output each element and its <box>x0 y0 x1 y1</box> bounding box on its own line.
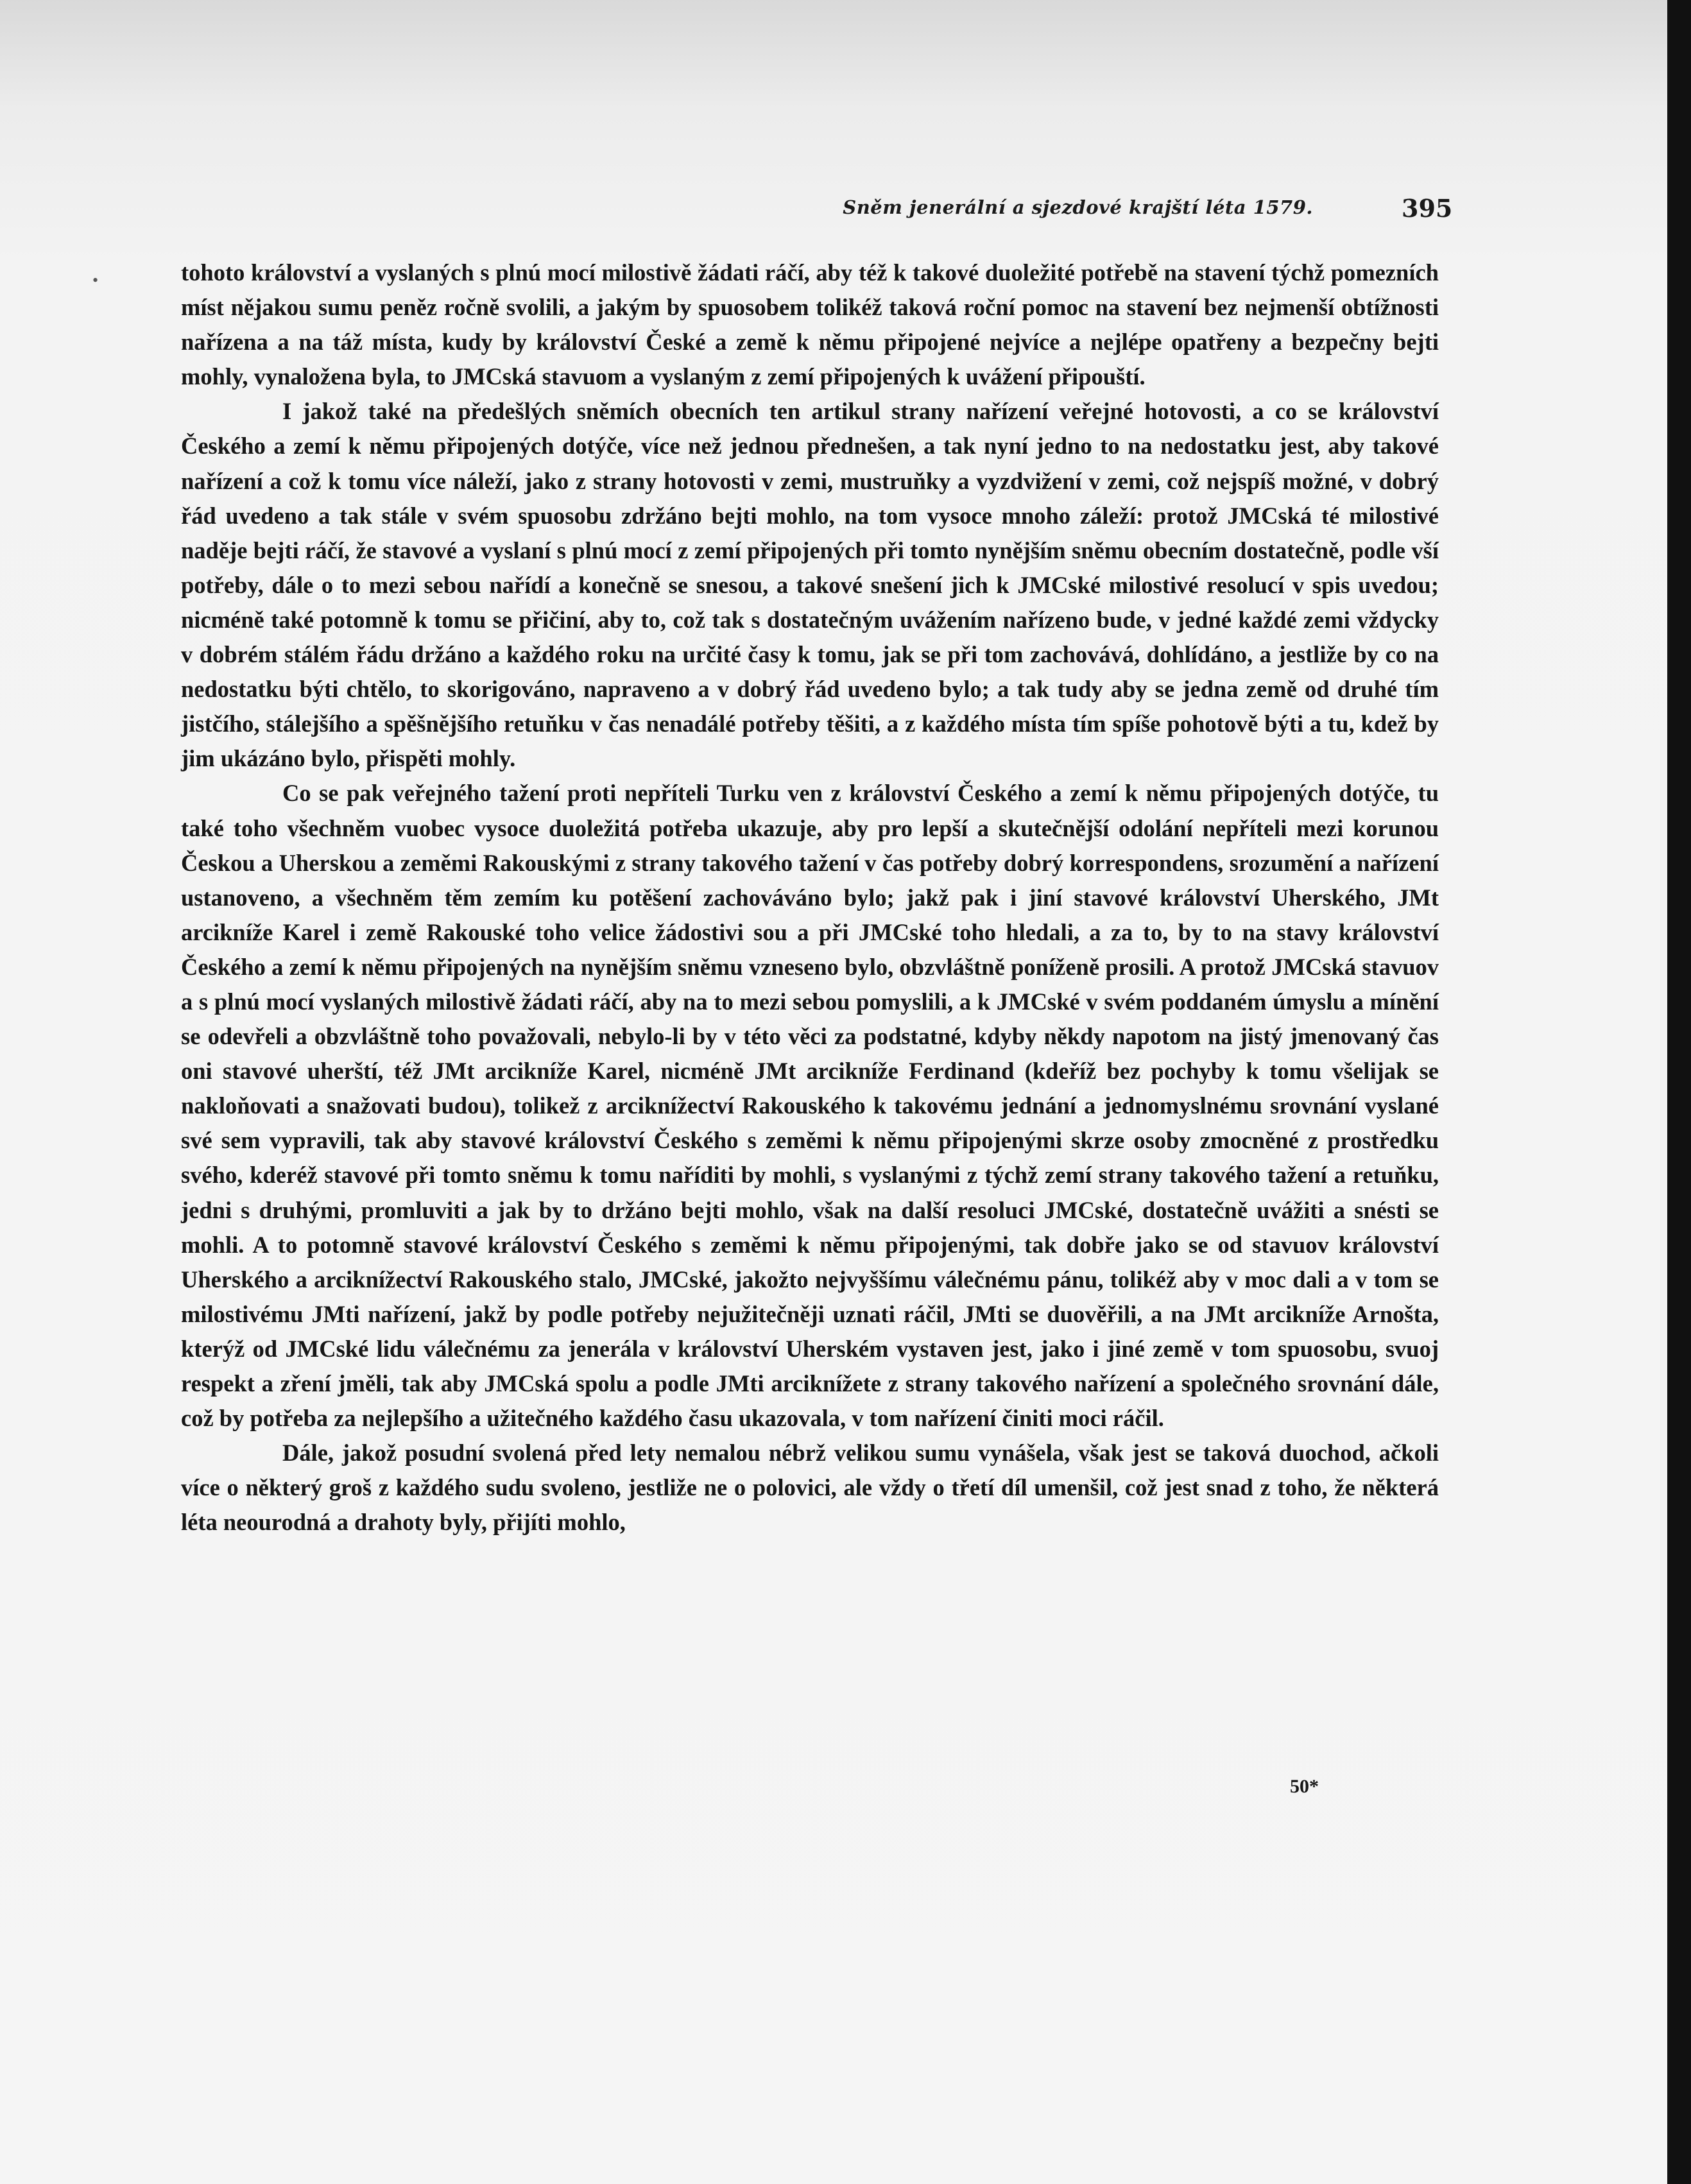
body-text <box>181 255 1439 1540</box>
running-header <box>0 196 1667 228</box>
paragraph: Co se pak veřejného tažení proti nepříteli Turku ven z království Českého a zemí k němu připojených dotýče, tu také toho všechněm vuobec vysoce duoležitá potřeba ukazuje, aby pro lepší a skutečnější odolání nepříteli mezi korunou Českou a Uherskou a zeměmi Rakouskými z strany takového tažení v čas potřeby dobrý korrespondens, srozumění a nařízení ustanoveno, a všechněm těm zemím ku potěšení zachováváno bylo; jakž pak i jiní stavové království Uherského, JMt arcikníže Karel i země Rakouské toho velice žádostivi sou a při JMCské toho hledali, a za to, by to na stavy království Českého a zemí k němu připojených na nynějším sněmu vzneseno bylo, obzvláštně poníženě prosili. A protož JMCská stavuov a s plnú mocí vyslaných milostivě žádati ráčí, aby na to mezi sebou pomyslili, a k JMCské v svém poddaném úmyslu a mínění se odevřeli a obzvláštně toho považovali, nebylo-li by v této věci za podstatné, kdyby někdy napotom na jistý jmenovaný čas oni stavové uherští, též JMt arcikníže Karel, nicméně JMt arcikníže Ferdinand (kdeříž bez pochyby k tomu všelijak se nakloňovati a snažovati budou), tolikež z arciknížectví Rakouského k takovému jednání a jednomyslnému srovnání vyslané své sem vypravili, tak aby stavové království Českého s zeměmi k němu připojenými skrze osoby zmocněné z prostředku svého, kderéž stavové při tomto sněmu k tomu naříditi by mohli, s vyslanými z týchž zemí strany takového tažení a retuňku, jedni s druhými, promluviti a jak by to držáno bejti mohlo, však na další resoluci JMCské, dostatečně uvážiti a snésti se mohli. A to potomně stavové království Českého s zeměmi k němu připojenými, tak dobře jako se od stavuov království Uherského a arciknížectví Rakouského stalo, JMCské, jakožto nejvyššímu válečnému pánu, tolikéž aby v moc dali a v tom se milostivému JMti nařízení, jakž by podle potřeby nejužitečněji uznati ráčil, JMti se duověřili, a na JMt arcikníže Arnošta, kterýž od JMCské lidu válečnému za jenerála v království Uherském vystaven jest, jako i jiné země v tom spuosobu, svuoj respekt a zření jměli, tak aby JMCská spolu a podle JMti arciknížete z strany takového nařízení a společného srovnání dále, což by potřeba za nejlepšího a užitečného každého času ukazovala, v tom nařízení činiti moci ráčil. <box>181 780 1439 1432</box>
page-number: 395 <box>1402 194 1453 223</box>
running-title: Sněm jenerální a sjezdové krajští léta 1579. <box>843 196 1313 218</box>
margin-dot: • <box>92 271 99 289</box>
paragraph: Dále, jakož posudní svolená před lety nemalou nébrž velikou sumu vynášela, však jest se taková duochod, ačkoli více o některý groš z každého sudu svoleno, jestliže ne o polovici, ale vždy o třetí díl umenšil, což jest snad z toho, že některá léta neourodná a drahoty byly, přijíti mohlo, <box>181 1440 1439 1536</box>
paragraph: I jakož také na předešlých sněmích obecních ten artikul strany nařízení veřejné hotovosti, a co se království Českého a zemí k němu připojených dotýče, více než jednou přednešen, a tak nyní jedno to na nedostatku jest, aby takové nařízení a což k tomu více náleží, jako z strany hotovosti v zemi, mustruňky a vyzdvižení v zemi, což nejspíš možné, v dobrý řád uvedeno a tak stále v svém spuosobu zdržáno bejti mohlo, na tom vysoce mnoho záleží: protož JMCská té milostivé naděje bejti ráčí, že stavové a vyslaní s plnú mocí z zemí připojených při tomto nynějším sněmu obecním dostatečně, podle vší potřeby, dále o to mezi sebou nařídí a konečně se snesou, a takové snešení jich k JMCské milostivé resolucí v spis uvedou; nicméně také potomně k tomu se přičiní, aby to, což tak s dostatečným uvážením nařízeno bude, v jedné každé zemi vždycky v dobrém stálém řádu držáno a každého roku na určité časy k tomu, jak se při tom zachovává, dohlídáno, a jestliže by co na nedostatku býti chtělo, to skorigováno, napraveno a v dobrý řád uvedeno bylo; a tak tudy aby se jedna země od druhé tím jistčího, stálejšího a spěšnějšího retuňku v čas nenadálé potřeby těšiti, a z každého místa tím spíše pohotově býti a tu, kdež by jim ukázáno bylo, přispěti mohly. <box>181 398 1439 772</box>
paragraph-continuation: tohoto království a vyslaných s plnú mocí milostivě žádati ráčí, aby též k takové duoležité potřebě na stavení týchž pomezních míst nějakou sumu peněz ročně svolili, a jakým by spuosobem tolikéž taková roční pomoc na stavení bez nejmenší obtížnosti nařízena a na táž místa, kudy by království České a země k němu připojené nejvíce a nejlépe opatřeny a bezpečny bejti mohly, vynaložena byla, to JMCská stavuom a vyslaným z zemí připojených k uvážení připouští. <box>181 259 1439 390</box>
sheet-signature: 50* <box>1290 1776 1319 1797</box>
